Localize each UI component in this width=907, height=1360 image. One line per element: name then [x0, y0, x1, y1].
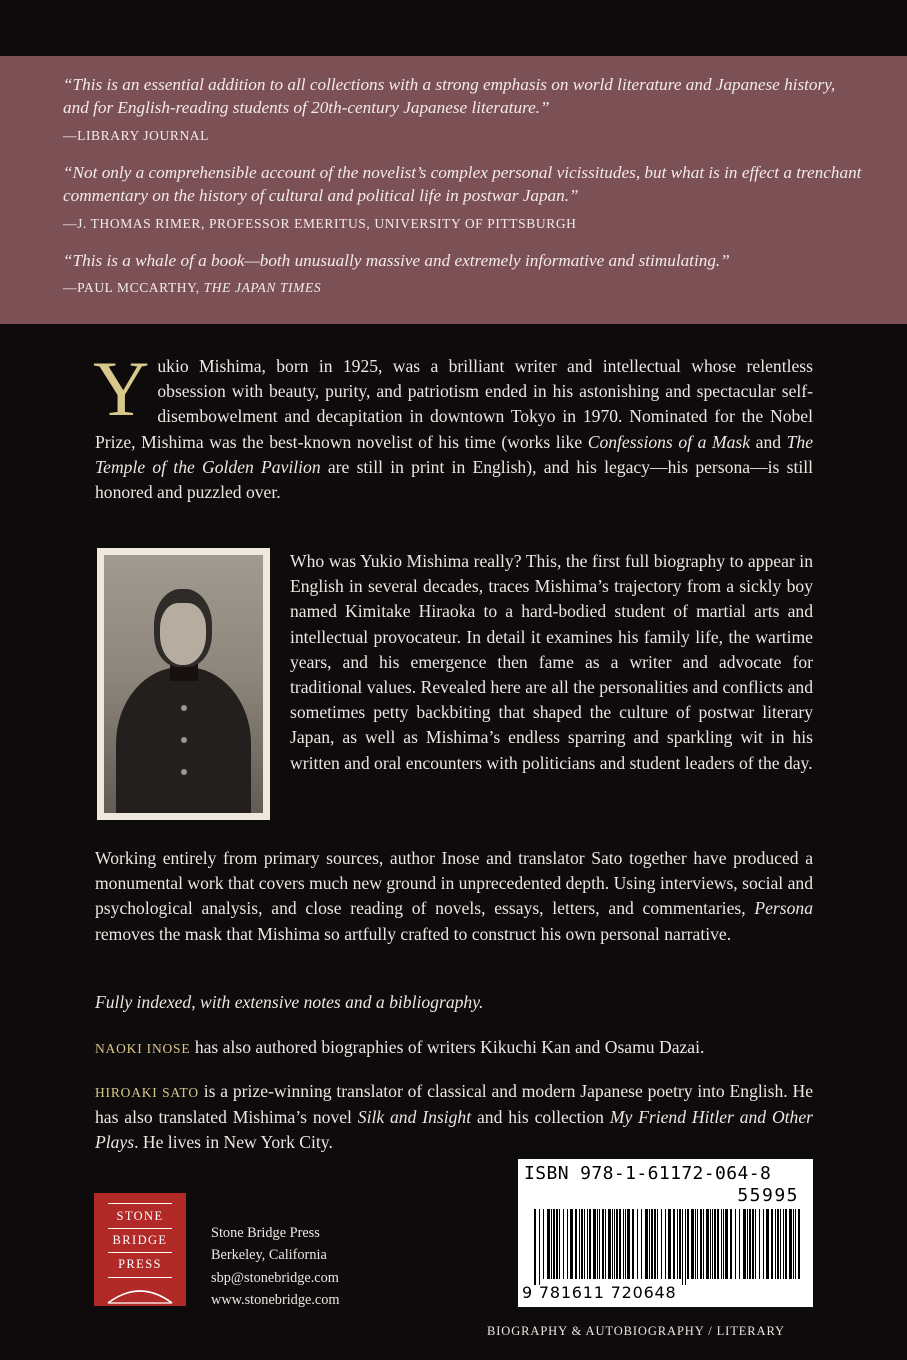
barcode-bar [743, 1209, 746, 1279]
publisher-info [211, 1222, 340, 1311]
quote-3-attribution-name: —PAUL MCCARTHY, [63, 280, 204, 295]
barcode-bar [695, 1209, 696, 1279]
title-golden-pavilion: The Temple of the Golden Pavilion [95, 431, 813, 477]
barcode-bar [795, 1209, 796, 1279]
publisher-website[interactable]: www.stonebridge.com [211, 1291, 340, 1308]
title-persona: Persona [754, 898, 813, 919]
barcode-bar [584, 1209, 585, 1279]
review-quotes-band [0, 56, 907, 324]
barcode-bar [593, 1209, 596, 1279]
barcode-bar [661, 1209, 662, 1279]
title-confessions: Confessions of a Mask [587, 431, 751, 452]
barcode-bar [673, 1209, 675, 1279]
barcode-bar [637, 1209, 638, 1279]
barcode-bar [677, 1209, 678, 1279]
uniform-button [181, 769, 187, 775]
barcode-bar [579, 1209, 580, 1279]
barcode-bar [651, 1209, 653, 1279]
who-paragraph: Who was Yukio Mishima really? This, the first full biography to appear in English in several decades, traces Mishima’s trajectory from a sickly boy named Kimitake Hiraoka to a hard-bodied student of martial arts and intellectual provocateur. In detail it examines his family life, the wartime years, and his emergence then fame as a writer and advocate for traditional values. Revealed here are all the personalities and conflicts and sometimes petty backbiting that shaped the culture of postwar literary Japan, as well as Mishima’s endless sparring and sparkling wit in his written and oral encounters with politicians and student leaders of the day. [290, 551, 813, 773]
quote-1-attribution: —LIBRARY JOURNAL [63, 128, 209, 143]
inose-bio [95, 1035, 815, 1061]
barcode-bar [534, 1209, 536, 1285]
book-category: BIOGRAPHY & AUTOBIOGRAPHY / LITERARY [487, 1324, 785, 1338]
barcode-bar [608, 1209, 611, 1279]
uniform-button [181, 737, 187, 743]
barcode-bar [759, 1209, 760, 1279]
stone-bridge-press-logo [94, 1193, 186, 1306]
intro-text-mid: and [750, 431, 787, 452]
price-code: 55995 [737, 1185, 799, 1206]
barcode-bar [547, 1209, 550, 1279]
barcode-bar [721, 1209, 722, 1279]
working-text-1: Working entirely from primary sources, author Inose and translator Sato together have produced a monumental work that covers much new ground in unprecedented depth. Using interviews, social and psychological analysis, and close reading of novels, essays, letters, and commentaries, [95, 848, 813, 919]
sato-bio-text-1: is a prize-winning translator of classical and modern Japanese poetry into English. He has also translated Mishima’s novel [95, 1081, 814, 1127]
inose-name: NAOKI INOSE [95, 1041, 191, 1056]
logo-rule [108, 1277, 172, 1278]
barcode-bar [739, 1209, 740, 1279]
quote-2-attribution: —J. THOMAS RIMER, PROFESSOR EMERITUS, UNIVERSITY OF PITTSBURGH [63, 216, 577, 231]
publisher-name: Stone Bridge Press [211, 1225, 320, 1241]
barcode-bar [710, 1209, 711, 1279]
barcode-bar [766, 1209, 769, 1279]
barcode-bar [691, 1209, 694, 1279]
barcode-bar [553, 1209, 555, 1279]
barcode-bar [616, 1209, 618, 1279]
barcode-bar [625, 1209, 626, 1279]
barcode-bar [723, 1209, 724, 1279]
barcode-bar [749, 1209, 751, 1279]
barcode-bar [785, 1209, 787, 1279]
isbn-number: ISBN 978-1-61172-064-8 [524, 1163, 772, 1184]
working-text-2: removes the mask that Mishima so artfully crafted to construct his own personal narrative. [95, 923, 732, 944]
quote-2: “Not only a comprehensible account of the novelist’s complex personal vicissitudes, but what is in effect a trenchant commentary on the history of cultural and political life in postwar Japan.” [63, 163, 862, 205]
working-paragraph [95, 846, 813, 947]
barcode-bar [798, 1209, 800, 1279]
barcode-bar [539, 1209, 540, 1285]
barcode-bar [703, 1209, 704, 1279]
author-portrait-photo [97, 548, 270, 820]
logo-rule [108, 1252, 172, 1253]
barcode-bar [632, 1209, 634, 1279]
intro-paragraph [93, 345, 813, 505]
barcode-bar [668, 1209, 671, 1279]
logo-line-3: PRESS [118, 1257, 162, 1271]
uniform-button [181, 705, 187, 711]
barcode-bar [717, 1209, 719, 1279]
quote-3: “This is a whale of a book—both unusually massive and extremely informative and stimulating.” [63, 251, 730, 270]
barcode-bar [771, 1209, 773, 1279]
barcode-bar [665, 1209, 666, 1279]
barcode-bar [597, 1209, 598, 1279]
barcode-bar [556, 1209, 558, 1279]
logo-line-2: BRIDGE [112, 1233, 168, 1247]
portrait-image [104, 555, 263, 813]
barcode-bar [747, 1209, 748, 1279]
barcode-digits: 9 781611 720648 [522, 1283, 677, 1302]
title-my-friend-hitler: My Friend Hitler and Other Plays [95, 1107, 813, 1152]
barcode-bar [687, 1209, 689, 1279]
barcode-bar [581, 1209, 583, 1279]
barcode-bar [567, 1209, 568, 1279]
barcode-bar [602, 1209, 604, 1279]
logo-rule [108, 1228, 172, 1229]
barcode-bar [752, 1209, 754, 1279]
quote-3-attribution [63, 280, 321, 296]
barcode-bar [783, 1209, 784, 1279]
barcode-bar [755, 1209, 756, 1279]
barcode-bar [763, 1209, 764, 1279]
barcode-bar [682, 1209, 683, 1285]
barcode-bar [587, 1209, 588, 1279]
barcode-bar [700, 1209, 702, 1279]
barcode-bar [725, 1209, 728, 1279]
barcode-bar [777, 1209, 779, 1279]
indexed-note: Fully indexed, with extensive notes and a bibliography. [95, 992, 484, 1012]
barcode-bar [599, 1209, 600, 1279]
bridge-icon [94, 1283, 186, 1305]
barcode-bar [789, 1209, 792, 1279]
barcode-bar [712, 1209, 713, 1279]
barcode-bar [559, 1209, 560, 1279]
barcode-bar [627, 1209, 630, 1279]
barcode-bar [657, 1209, 658, 1279]
inose-bio-text: has also authored biographies of writers Kikuchi Kan and Osamu Dazai. [190, 1037, 705, 1057]
barcode-bar [551, 1209, 552, 1279]
barcode-bar [619, 1209, 621, 1279]
barcode-bar [685, 1209, 686, 1285]
barcode-bar [645, 1209, 648, 1279]
barcode-bar [735, 1209, 736, 1279]
barcode-bar [570, 1209, 573, 1279]
isbn-barcode [518, 1159, 813, 1307]
barcode-bar [697, 1209, 698, 1279]
sato-bio [95, 1079, 813, 1155]
barcode-bar [714, 1209, 716, 1279]
barcode-bar [780, 1209, 781, 1279]
barcode-bar [614, 1209, 615, 1279]
quote-3-publication: THE JAPAN TIMES [203, 280, 322, 295]
intro-text-2: are still in print in English), and his legacy—his persona—is still honored and puzzled over. [95, 456, 813, 503]
barcode-bar [563, 1209, 564, 1279]
barcode-bar [730, 1209, 732, 1279]
barcode-bar [641, 1209, 642, 1279]
barcode-bar [575, 1209, 577, 1279]
title-silk-insight: Silk and Insight [357, 1107, 472, 1127]
barcode-bar [679, 1209, 681, 1279]
barcode-bar [543, 1209, 544, 1279]
barcode-bar [793, 1209, 794, 1279]
barcode-bar [605, 1209, 606, 1279]
barcode-bar [649, 1209, 650, 1279]
sato-bio-text-3: . He lives in New York City. [134, 1132, 333, 1152]
barcode-bar [706, 1209, 709, 1279]
portrait-face [160, 603, 206, 665]
barcode-bar [612, 1209, 613, 1279]
sato-bio-text-2: and his collection [471, 1107, 610, 1127]
barcode-bar [654, 1209, 656, 1279]
logo-line-1: STONE [116, 1209, 164, 1223]
quote-1: “This is an essential addition to all collections with a strong emphasis on world literature and Japanese history, and for English-reading students of 20th-century Japanese literature.” [63, 75, 836, 117]
sato-name: HIROAKI SATO [95, 1085, 199, 1100]
intro-text-1: ukio Mishima, born in 1925, was a brilliant writer and intellectual whose relentless obsession with beauty, purity, and patriotism ended in his astonishing and spectacular self-disembowelment and decapitation in downtown Tokyo in 1970. Nominated for the Nobel Prize, Mishima was the best-known novelist of his time (works like [95, 356, 813, 452]
barcode-bar [589, 1209, 591, 1279]
publisher-email[interactable]: sbp@stonebridge.com [211, 1269, 339, 1286]
barcode-bar [623, 1209, 624, 1279]
publisher-city: Berkeley, California [211, 1247, 327, 1264]
barcode-bar [775, 1209, 776, 1279]
drop-cap: Y [93, 345, 150, 432]
logo-rule [108, 1203, 172, 1204]
